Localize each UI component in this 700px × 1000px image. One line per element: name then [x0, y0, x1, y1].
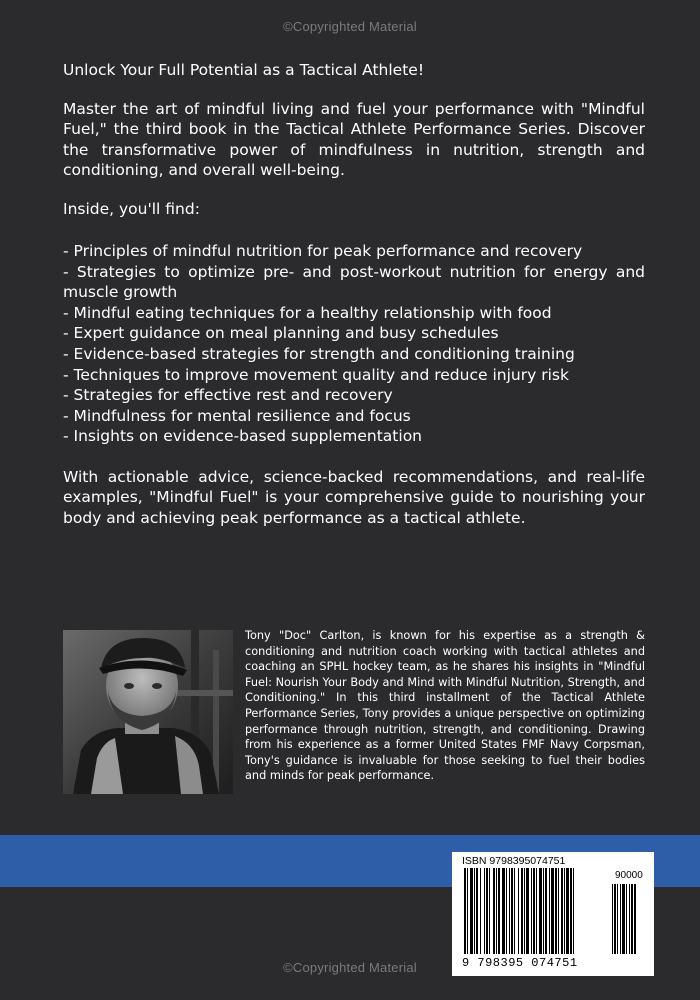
list-item: - Expert guidance on meal planning and busy schedules	[63, 324, 499, 343]
copyright-watermark-bottom: ©Copyrighted Material	[283, 960, 417, 975]
list-item: - Strategies to optimize pre- and post-workout nutrition for energy and muscle growth	[63, 262, 645, 302]
list-item: - Principles of mindful nutrition for peak performance and recovery	[63, 242, 583, 260]
barcode-bars	[462, 868, 644, 956]
barcode-digits: 9 798395 074751	[462, 956, 578, 970]
isbn-label: ISBN 9798395074751	[462, 855, 566, 867]
inside-label: Inside, you'll find:	[63, 199, 200, 218]
copyright-watermark-top: ©Copyrighted Material	[283, 19, 417, 34]
headline: Unlock Your Full Potential as a Tactical Athlete!	[63, 61, 425, 79]
back-cover-text	[63, 60, 645, 528]
intro-paragraph: Master the art of mindful living and fuel your performance with "Mindful Fuel," the third book in the Tactical Athlete Performance Series. Discover the transformative power of mindfulness in nutrition, strength and conditioning, and overall well-being.	[63, 99, 645, 179]
price-code: 90000	[615, 870, 643, 881]
closing-paragraph: With actionable advice, science-backed recommendations, and real-life examples, "Mindful Fuel" is your comprehensive guide to nourishing your body and achieving peak performance as a tactical athlete.	[63, 467, 645, 527]
list-item: - Mindfulness for mental resilience and focus	[63, 406, 411, 425]
author-bio: Tony "Doc" Carlton, is known for his expertise as a strength & conditioning and nutrition coach working with tactical athletes and coaching an SPHL hockey team, as he shares his insights in "Mindful Fuel: Nourish Your Body and Mind with Mindful Nutrition, Strength, and Conditioning." In this third installment of the Tactical Athlete Performance Series, Tony provides a unique perspective on optimizing performance through nutrition, strength, and conditioning. Drawing from his experience as a former United States FMF Navy Corpsman, Tony's guidance is invaluable for those seeking to fuel their bodies and minds for peak performance.	[245, 629, 645, 783]
list-item: - Insights on evidence-based supplementation	[63, 427, 422, 446]
list-item: - Evidence-based strategies for strength and conditioning training	[63, 344, 575, 363]
list-item: - Mindful eating techniques for a healthy relationship with food	[63, 303, 552, 322]
isbn-barcode	[452, 852, 654, 976]
list-item: - Techniques to improve movement quality and reduce injury risk	[63, 365, 569, 384]
author-portrait-image	[63, 630, 233, 794]
feature-list	[63, 241, 645, 447]
list-item: - Strategies for effective rest and recovery	[63, 386, 393, 405]
author-photo	[63, 630, 233, 794]
